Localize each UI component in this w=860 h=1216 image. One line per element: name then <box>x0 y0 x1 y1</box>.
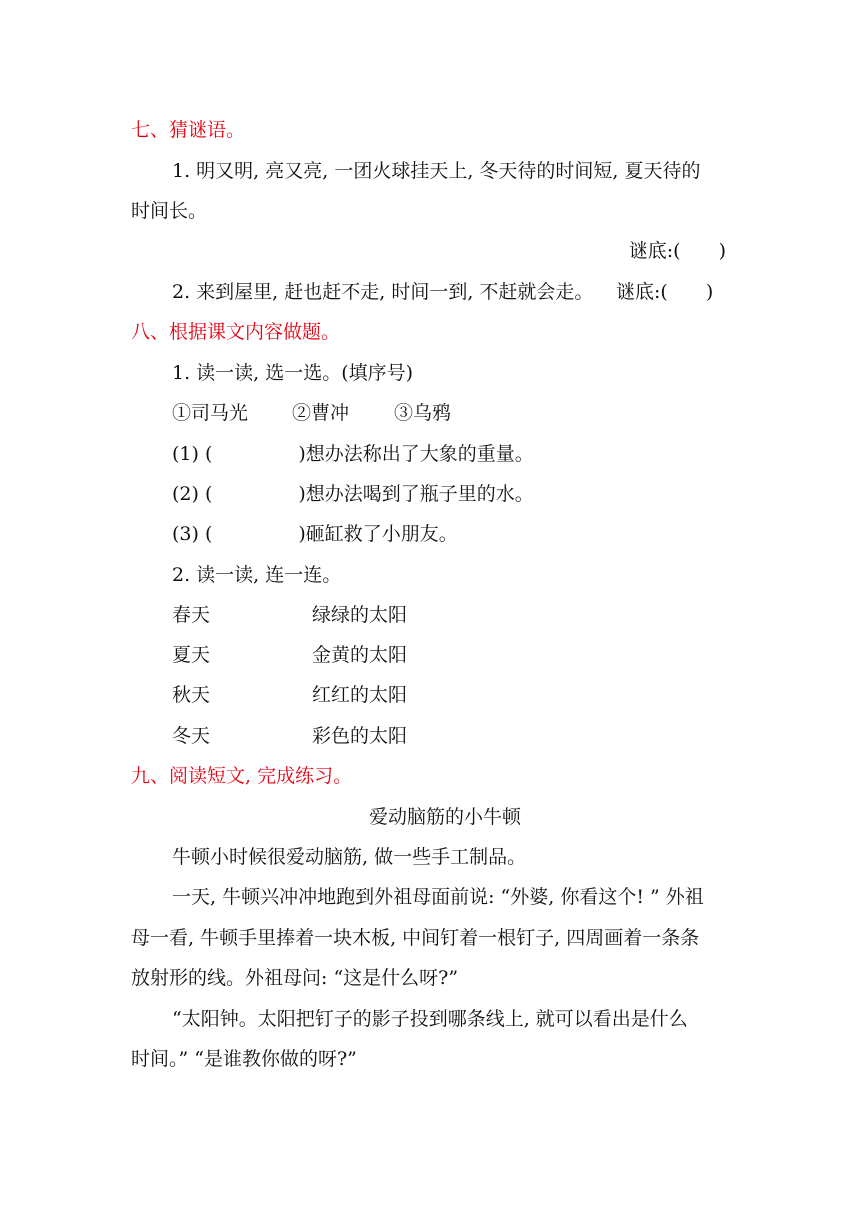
riddle-1-line-2: 时间长。 <box>131 200 208 222</box>
story-paragraph-1: 牛顿小时候很爱动脑筋, 做一些手工制品。 <box>172 846 527 868</box>
blank-row-1 <box>172 442 534 466</box>
blank-2-text: 想办法喝到了瓶子里的水。 <box>305 483 534 505</box>
blank-3-close: ) <box>298 523 306 545</box>
option-cao-chong: ②曹冲 <box>292 402 350 424</box>
question-1-title: 1. 读一读, 选一选。(填序号) <box>172 362 414 384</box>
blank-2-close: ) <box>298 483 306 505</box>
match-left-autumn[interactable]: 秋天 <box>172 684 211 706</box>
blank-row-2 <box>172 482 534 506</box>
blank-row-3 <box>172 522 458 546</box>
section-9-heading: 九、阅读短文, 完成练习。 <box>131 765 353 787</box>
match-right-colorful-sun[interactable]: 彩色的太阳 <box>312 725 408 747</box>
story-title: 爱动脑筋的小牛顿 <box>369 806 522 828</box>
match-right-green-sun[interactable]: 绿绿的太阳 <box>312 604 408 626</box>
match-left-winter[interactable]: 冬天 <box>172 725 211 747</box>
blank-3-number: (3) ( <box>172 523 213 545</box>
story-paragraph-2-line-3: 放射形的线。外祖母问: “这是什么呀?” <box>131 967 459 989</box>
section-8-heading: 八、根据课文内容做题。 <box>131 321 341 343</box>
question-2-title: 2. 读一读, 连一连。 <box>172 564 342 586</box>
blank-1-close: ) <box>298 443 306 465</box>
riddle-2-text: 2. 来到屋里, 赶也赶不走, 时间一到, 不赶就会走。 <box>172 281 594 303</box>
story-paragraph-3-line-1: “太阳钟。太阳把钉子的影子投到哪条线上, 就可以看出是什么 <box>172 1008 688 1030</box>
story-paragraph-2-line-2: 母一看, 牛顿手里捧着一块木板, 中间钉着一根钉子, 四周画着一条条 <box>131 927 700 949</box>
match-left-spring[interactable]: 春天 <box>172 604 211 626</box>
riddle-1-line-1: 1. 明又明, 亮又亮, 一团火球挂天上, 冬天待的时间短, 夏天待的 <box>172 160 701 182</box>
blank-1-text: 想办法称出了大象的重量。 <box>305 443 534 465</box>
blank-1-number: (1) ( <box>172 443 213 465</box>
match-left-summer[interactable]: 夏天 <box>172 644 211 666</box>
riddle-1-answer: 谜底:( ) <box>628 240 726 262</box>
story-paragraph-3-line-2: 时间。” “是谁教你做的呀?” <box>131 1048 357 1070</box>
blank-3-text: 砸缸救了小朋友。 <box>305 523 458 545</box>
riddle-2-answer: 谜底:( ) <box>616 281 714 303</box>
option-crow: ③乌鸦 <box>394 402 452 424</box>
section-7-heading: 七、猜谜语。 <box>131 119 246 141</box>
blank-2-number: (2) ( <box>172 483 213 505</box>
story-paragraph-2-line-1: 一天, 牛顿兴冲冲地跑到外祖母面前说: “外婆, 你看这个! ” 外祖 <box>172 886 704 908</box>
option-sima-guang: ①司马光 <box>172 402 249 424</box>
match-right-red-sun[interactable]: 红红的太阳 <box>312 684 408 706</box>
match-right-golden-sun[interactable]: 金黄的太阳 <box>312 644 408 666</box>
